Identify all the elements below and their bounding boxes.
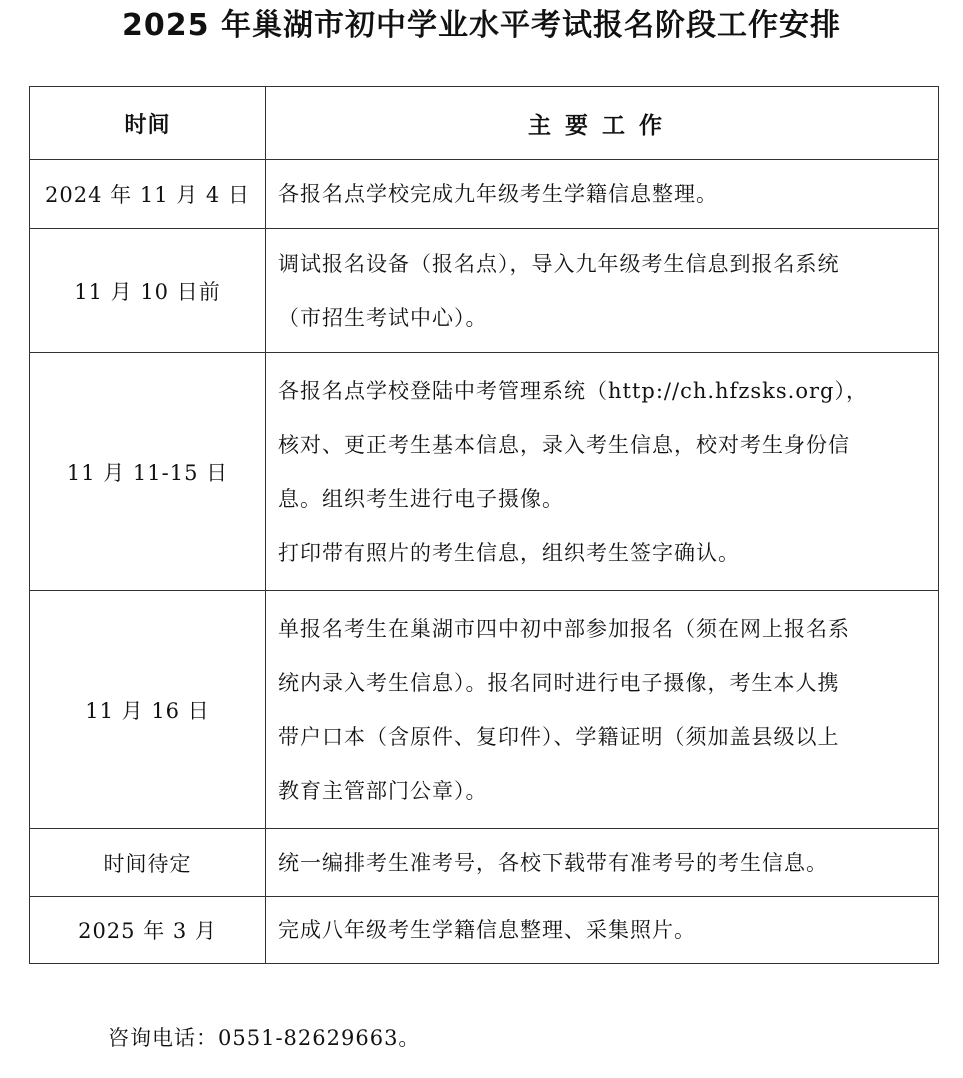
work-cell xyxy=(266,160,939,229)
table-row xyxy=(30,353,939,591)
table-row xyxy=(30,897,939,964)
work-cell xyxy=(266,229,939,353)
time-cell: 11 月 11-15 日 xyxy=(30,353,266,591)
work-line: 带户口本（含原件、复印件）、学籍证明（须加盖县级以上 xyxy=(278,724,840,749)
time-cell: 时间待定 xyxy=(30,829,266,897)
work-cell xyxy=(266,353,939,591)
work-line: 教育主管部门公章）。 xyxy=(278,778,488,803)
table-row xyxy=(30,829,939,897)
schedule-table xyxy=(29,86,939,964)
contact-phone: 咨询电话：0551-82629663。 xyxy=(108,1026,421,1050)
time-cell: 2024 年 11 月 4 日 xyxy=(30,160,266,229)
table-row xyxy=(30,229,939,353)
table-row xyxy=(30,160,939,229)
work-cell xyxy=(266,897,939,964)
work-cell xyxy=(266,591,939,829)
time-cell: 2025 年 3 月 xyxy=(30,897,266,964)
work-line: 完成八年级考生学籍信息整理、采集照片。 xyxy=(278,918,696,942)
work-line: （市招生考试中心）。 xyxy=(278,305,488,330)
work-cell xyxy=(266,829,939,897)
work-line: 打印带有照片的考生信息，组织考生签字确认。 xyxy=(278,540,740,565)
work-line: 核对、更正考生基本信息，录入考生信息，校对考生身份信 xyxy=(278,432,850,457)
work-line: 各报名点学校登陆中考管理系统（http://ch.hfzsks.org）， xyxy=(278,378,868,403)
table-row xyxy=(30,591,939,829)
work-line: 统一编排考生准考号，各校下载带有准考号的考生信息。 xyxy=(278,850,828,875)
work-line: 调试报名设备（报名点），导入九年级考生信息到报名系统 xyxy=(278,251,840,276)
work-line: 统内录入考生信息）。报名同时进行电子摄像，考生本人携 xyxy=(278,670,840,695)
column-header-time: 时间 xyxy=(30,87,266,160)
time-cell: 11 月 16 日 xyxy=(30,591,266,829)
work-line: 各报名点学校完成九年级考生学籍信息整理。 xyxy=(278,182,718,206)
table-header-row xyxy=(30,87,939,160)
time-cell: 11 月 10 日前 xyxy=(30,229,266,353)
column-header-work: 主要工作 xyxy=(266,87,939,160)
page-title: 2025 年巢湖市初中学业水平考试报名阶段工作安排 xyxy=(122,8,841,43)
work-line: 单报名考生在巢湖市四中初中部参加报名（须在网上报名系 xyxy=(278,616,850,641)
work-line: 息。组织考生进行电子摄像。 xyxy=(278,486,564,511)
